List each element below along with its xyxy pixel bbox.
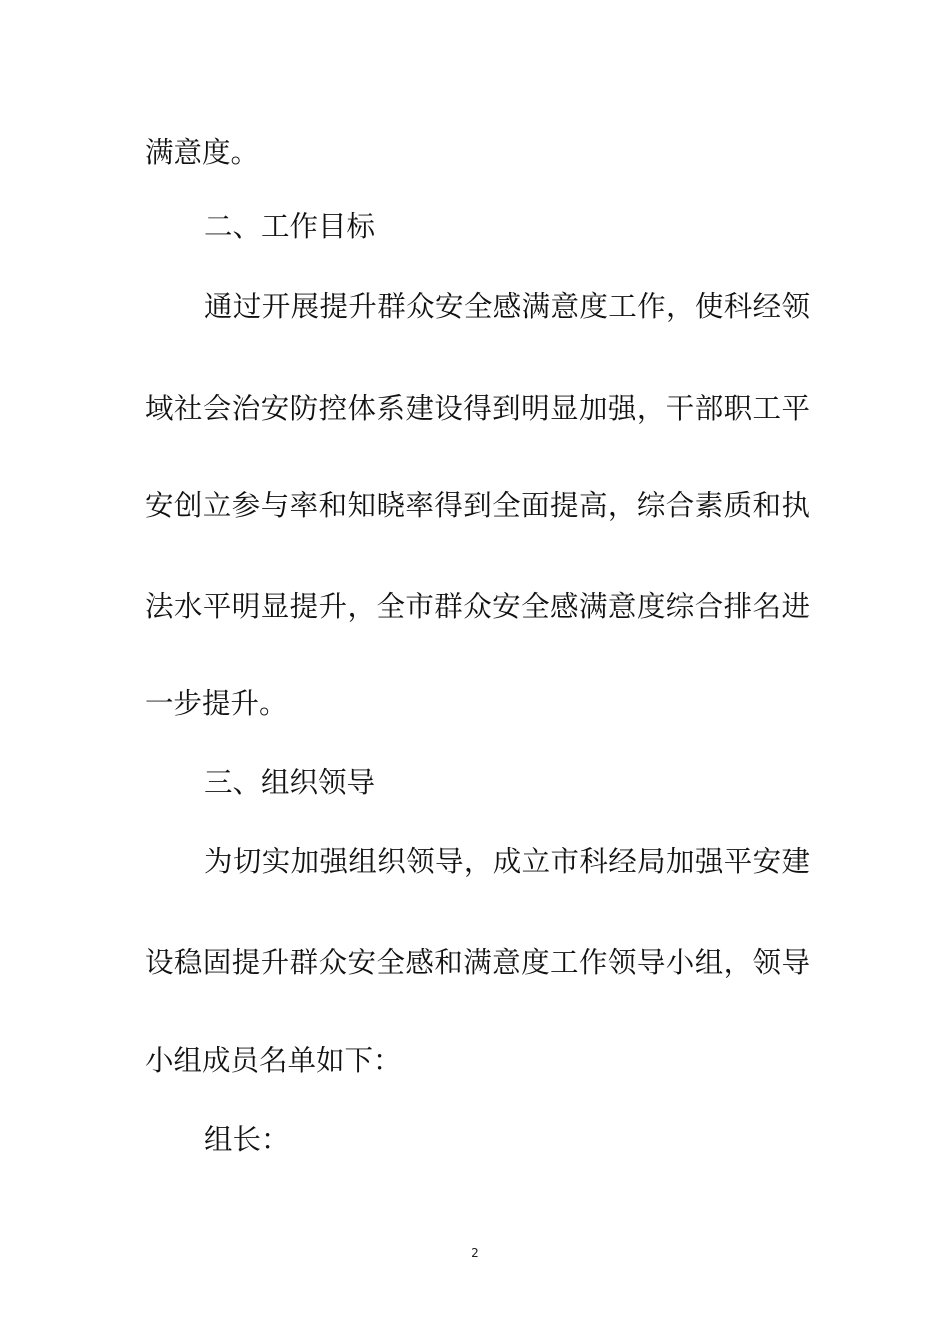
paragraph-line-9: 为切实加强组织领导，成立市科经局加强平安建 xyxy=(204,845,810,878)
section-heading-leadership: 三、组织领导 xyxy=(204,766,376,799)
page-number: 2 xyxy=(471,1246,479,1260)
paragraph-line-7: 一步提升。 xyxy=(145,687,288,720)
paragraph-line-4: 域社会治安防控体系建设得到明显加强，干部职工平 xyxy=(145,392,810,425)
paragraph-line-5: 安创立参与率和知晓率得到全面提高，综合素质和执 xyxy=(145,489,810,522)
section-heading-goals: 二、工作目标 xyxy=(204,210,376,243)
paragraph-line-3: 通过开展提升群众安全感满意度工作，使科经领 xyxy=(204,290,810,323)
paragraph-line-1: 满意度。 xyxy=(145,136,260,169)
paragraph-line-10: 设稳固提升群众安全感和满意度工作领导小组，领导 xyxy=(145,946,810,979)
paragraph-line-11: 小组成员名单如下： xyxy=(145,1044,402,1077)
paragraph-line-6: 法水平明显提升，全市群众安全感满意度综合排名进 xyxy=(145,590,810,623)
group-leader-label: 组长： xyxy=(204,1123,290,1156)
